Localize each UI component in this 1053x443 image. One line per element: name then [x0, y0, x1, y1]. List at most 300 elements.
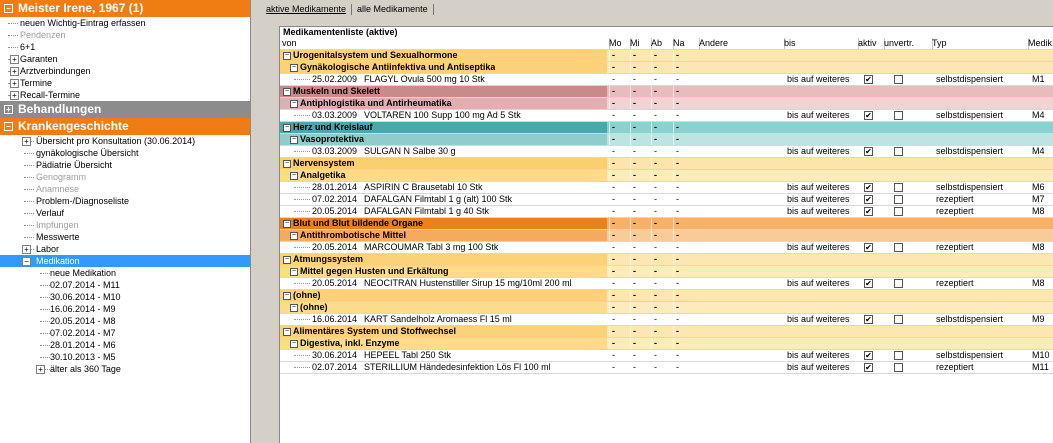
collapse-icon[interactable]: − [291, 64, 297, 71]
medication-row[interactable] [280, 278, 1053, 290]
cell-separator [673, 158, 674, 169]
dose-mo[interactable]: - [612, 278, 615, 288]
aktiv-checkbox[interactable]: ✔ [865, 351, 872, 360]
tree-item[interactable] [0, 41, 250, 53]
dash-cell: - [676, 158, 679, 168]
dose-ab[interactable]: - [654, 206, 657, 216]
tree-connector [294, 367, 310, 369]
tree-connector [294, 211, 310, 213]
medication-row[interactable] [280, 146, 1053, 158]
medication-row[interactable] [280, 206, 1053, 218]
category-row[interactable] [280, 326, 1053, 338]
tree-item[interactable] [0, 363, 250, 375]
tree-item[interactable] [0, 171, 250, 183]
tree-item-label: Genogramm [36, 172, 87, 182]
dash-cell: - [612, 266, 615, 276]
category-label: Nervensystem [293, 158, 355, 168]
tree-connector [24, 225, 34, 226]
tree-item-label: älter als 360 Tage [50, 364, 121, 374]
subcategory-row[interactable] [280, 134, 1053, 146]
cell-separator [609, 50, 610, 61]
cell-separator [609, 326, 610, 337]
med-name: KART Sandelholz Aromaess Fl 15 ml [364, 314, 512, 324]
unvertraeglich-checkbox[interactable] [894, 147, 903, 156]
tree-item[interactable] [0, 77, 250, 89]
med-date: 25.02.2009 [312, 74, 358, 84]
cell-separator [651, 98, 652, 109]
dose-mo[interactable]: - [612, 350, 615, 360]
med-id: M8 [1032, 206, 1045, 216]
category-label: Urogenitalsystem und Sexualhormone [293, 50, 458, 60]
column-header-andere[interactable]: Andere [699, 38, 785, 49]
collapse-icon[interactable]: − [284, 220, 290, 227]
collapse-icon[interactable]: − [291, 268, 297, 275]
subcategory-row[interactable] [280, 170, 1053, 182]
tree-connector [294, 115, 310, 117]
tree-item-label: gynäkologische Übersicht [36, 148, 139, 158]
dash-cell: - [612, 50, 615, 60]
aktiv-checkbox[interactable]: ✔ [865, 207, 872, 216]
category-label: Antithrombotische Mittel [300, 230, 406, 240]
tree-item[interactable] [0, 315, 250, 327]
column-header-mo[interactable]: Mo [609, 38, 631, 49]
cell-separator [651, 254, 652, 265]
collapse-icon[interactable]: − [22, 257, 31, 266]
med-until: bis auf weiteres [787, 350, 850, 360]
dose-mo[interactable]: - [612, 242, 615, 252]
behandlungen-label: Behandlungen [18, 102, 102, 116]
unvertraeglich-checkbox[interactable] [894, 363, 903, 372]
med-date: 07.02.2014 [312, 194, 358, 204]
dash-cell: - [612, 158, 615, 168]
collapse-icon[interactable]: − [284, 52, 290, 59]
tree-item-label: Anamnese [36, 184, 80, 194]
medication-row[interactable] [280, 314, 1053, 326]
unvertraeglich-checkbox[interactable] [894, 75, 903, 84]
cell-separator [673, 254, 674, 265]
cell-separator [673, 266, 674, 277]
tree-item[interactable] [0, 339, 250, 351]
dash-cell: - [654, 158, 657, 168]
collapse-icon[interactable]: − [284, 328, 290, 335]
expand-icon[interactable]: + [10, 55, 19, 64]
med-id: M4 [1032, 110, 1045, 120]
dash-cell: - [612, 230, 615, 240]
med-type: rezeptiert [936, 362, 974, 372]
cell-separator [609, 134, 610, 145]
category-label: Mittel gegen Husten und Erkältung [300, 266, 449, 276]
cell-separator [630, 134, 631, 145]
dash-cell: - [612, 86, 615, 96]
dash-cell: - [633, 50, 636, 60]
subcategory-row[interactable] [280, 302, 1053, 314]
category-label: Digestiva, inkl. Enzyme [300, 338, 400, 348]
dose-mi[interactable]: - [633, 74, 636, 84]
cell-separator [673, 290, 674, 301]
tree-connector [40, 309, 50, 310]
dose-na[interactable]: - [676, 146, 679, 156]
tree-item[interactable] [0, 135, 250, 147]
unvertraeglich-checkbox[interactable] [894, 111, 903, 120]
medication-grid [279, 26, 1053, 443]
category-row[interactable] [280, 122, 1053, 134]
tree-item[interactable] [0, 183, 250, 195]
dose-mo[interactable]: - [612, 194, 615, 204]
dash-cell: - [654, 122, 657, 132]
tree-connector [40, 333, 50, 334]
cell-separator [651, 290, 652, 301]
collapse-icon[interactable]: − [4, 4, 13, 13]
category-row[interactable] [280, 290, 1053, 302]
unvertraeglich-checkbox[interactable] [894, 351, 903, 360]
dose-mo[interactable]: - [612, 206, 615, 216]
tree-connector [294, 187, 310, 189]
med-until: bis auf weiteres [787, 182, 850, 192]
medication-row[interactable] [280, 182, 1053, 194]
med-until: bis auf weiteres [787, 110, 850, 120]
dash-cell: - [612, 62, 615, 72]
dose-ab[interactable]: - [654, 362, 657, 372]
dose-na[interactable]: - [676, 206, 679, 216]
subcategory-row[interactable] [280, 98, 1053, 110]
med-type: selbstdispensiert [936, 74, 1004, 84]
dash-cell: - [676, 218, 679, 228]
category-row[interactable] [280, 158, 1053, 170]
aktiv-checkbox[interactable]: ✔ [865, 147, 872, 156]
dash-cell: - [654, 98, 657, 108]
column-header-typ[interactable]: Typ [932, 38, 1029, 49]
dash-cell: - [676, 170, 679, 180]
dash-cell: - [654, 134, 657, 144]
collapse-icon[interactable]: − [284, 124, 290, 131]
tree-item[interactable] [0, 279, 250, 291]
tree-connector [8, 23, 18, 24]
tree-item[interactable] [0, 17, 250, 29]
category-row[interactable] [280, 254, 1053, 266]
dose-na[interactable]: - [676, 314, 679, 324]
tree-item[interactable] [0, 147, 250, 159]
column-header-von[interactable]: von [282, 38, 610, 49]
tree-item[interactable] [0, 29, 250, 41]
aktiv-checkbox[interactable]: ✔ [865, 75, 872, 84]
dose-mo[interactable]: - [612, 314, 615, 324]
dose-ab[interactable]: - [654, 146, 657, 156]
tree-connector [24, 165, 34, 166]
dash-cell: - [654, 86, 657, 96]
tree-item[interactable] [0, 267, 250, 279]
category-row[interactable] [280, 218, 1053, 230]
cell-separator [651, 134, 652, 145]
tree-item[interactable] [0, 243, 250, 255]
dash-cell: - [654, 290, 657, 300]
dose-ab[interactable]: - [654, 314, 657, 324]
tree-connector [8, 47, 18, 48]
patient-header[interactable] [0, 0, 250, 17]
dose-mi[interactable]: - [633, 110, 636, 120]
medication-row[interactable] [280, 362, 1053, 374]
tree-item[interactable] [0, 219, 250, 231]
dose-ab[interactable]: - [654, 350, 657, 360]
cell-separator [630, 218, 631, 229]
category-label: (ohne) [293, 290, 321, 300]
dose-na[interactable]: - [676, 74, 679, 84]
dash-cell: - [612, 254, 615, 264]
dash-cell: - [676, 62, 679, 72]
expand-icon[interactable]: + [10, 79, 19, 88]
collapse-icon[interactable]: − [284, 256, 290, 263]
aktiv-checkbox[interactable]: ✔ [865, 243, 872, 252]
med-date: 20.05.2014 [312, 278, 358, 288]
tree-item-label: Labor [36, 244, 60, 254]
subcategory-row[interactable] [280, 62, 1053, 74]
medication-row[interactable] [280, 350, 1053, 362]
dose-na[interactable]: - [676, 194, 679, 204]
cell-separator [673, 134, 674, 145]
med-name: HEPEEL Tabl 250 Stk [364, 350, 452, 360]
cell-separator [651, 302, 652, 313]
med-until: bis auf weiteres [787, 362, 850, 372]
tree-item-label: neuen Wichtig-Eintrag erfassen [20, 18, 146, 28]
tree-connector [294, 247, 310, 249]
dash-cell: - [633, 254, 636, 264]
cell-separator [673, 230, 674, 241]
aktiv-checkbox[interactable]: ✔ [865, 183, 872, 192]
tree-item[interactable] [0, 65, 250, 77]
dose-ab[interactable]: - [654, 182, 657, 192]
cell-separator [630, 254, 631, 265]
column-header-na[interactable]: Na [673, 38, 700, 49]
tree-connector [294, 283, 310, 285]
medication-row[interactable] [280, 194, 1053, 206]
column-header-ab[interactable]: Ab [651, 38, 674, 49]
dose-mi[interactable]: - [633, 278, 636, 288]
tree-connector [8, 35, 18, 36]
behandlungen-header[interactable] [0, 101, 250, 118]
aktiv-checkbox[interactable]: ✔ [865, 315, 872, 324]
collapse-icon[interactable]: − [4, 122, 13, 131]
dose-ab[interactable]: - [654, 194, 657, 204]
cell-separator [609, 122, 610, 133]
expand-icon[interactable]: + [10, 67, 19, 76]
collapse-icon[interactable]: − [291, 136, 297, 143]
med-name: STERILLIUM Händedesinfektion Lös Fl 100 ml [364, 362, 551, 372]
med-date: 30.06.2014 [312, 350, 358, 360]
column-header-unvertr[interactable]: unvertr. [884, 38, 933, 49]
unvertraeglich-checkbox[interactable] [894, 315, 903, 324]
dose-na[interactable]: - [676, 110, 679, 120]
subcategory-row[interactable] [280, 338, 1053, 350]
tree-connector [294, 319, 310, 321]
krankengeschichte-header[interactable] [0, 118, 250, 135]
tree-connector [40, 285, 50, 286]
dash-cell: - [633, 338, 636, 348]
cell-separator [630, 86, 631, 97]
cell-separator [673, 326, 674, 337]
cell-separator [609, 62, 610, 73]
tree-item[interactable] [0, 255, 250, 267]
dash-cell: - [676, 134, 679, 144]
dose-mo[interactable]: - [612, 182, 615, 192]
category-row[interactable] [280, 86, 1053, 98]
dose-ab[interactable]: - [654, 242, 657, 252]
dose-mo[interactable]: - [612, 74, 615, 84]
dose-ab[interactable]: - [654, 74, 657, 84]
dose-ab[interactable]: - [654, 110, 657, 120]
dose-mi[interactable]: - [633, 362, 636, 372]
dash-cell: - [676, 266, 679, 276]
tree-item-label: Recall-Termine [20, 90, 81, 100]
dose-mo[interactable]: - [612, 146, 615, 156]
tree-item[interactable] [0, 327, 250, 339]
unvertraeglich-checkbox[interactable] [894, 243, 903, 252]
dose-mi[interactable]: - [633, 194, 636, 204]
column-header-bis[interactable]: bis [784, 38, 859, 49]
aktiv-checkbox[interactable]: ✔ [865, 363, 872, 372]
dash-cell: - [654, 230, 657, 240]
med-id: M1 [1032, 74, 1045, 84]
med-id: M8 [1032, 242, 1045, 252]
dose-na[interactable]: - [676, 362, 679, 372]
dash-cell: - [633, 170, 636, 180]
dash-cell: - [654, 302, 657, 312]
category-label: Herz und Kreislauf [293, 122, 373, 132]
aktiv-checkbox[interactable]: ✔ [865, 111, 872, 120]
med-id: M9 [1032, 314, 1045, 324]
med-until: bis auf weiteres [787, 74, 850, 84]
tree-item[interactable] [0, 231, 250, 243]
expand-icon[interactable]: + [4, 105, 13, 114]
tree-item[interactable] [0, 207, 250, 219]
med-type: selbstdispensiert [936, 146, 1004, 156]
cell-separator [673, 50, 674, 61]
tree-item[interactable] [0, 303, 250, 315]
expand-icon[interactable]: + [36, 365, 45, 374]
dose-mi[interactable]: - [633, 242, 636, 252]
expand-icon[interactable]: + [10, 91, 19, 100]
unvertraeglich-checkbox[interactable] [894, 195, 903, 204]
dose-na[interactable]: - [676, 182, 679, 192]
dose-mi[interactable]: - [633, 314, 636, 324]
dash-cell: - [633, 218, 636, 228]
medication-row[interactable] [280, 74, 1053, 86]
expand-icon[interactable]: + [22, 245, 31, 254]
dash-cell: - [633, 62, 636, 72]
tree-item[interactable] [0, 89, 250, 101]
med-id: M7 [1032, 194, 1045, 204]
column-header-aktiv[interactable]: aktiv [858, 38, 885, 49]
aktiv-checkbox[interactable]: ✔ [865, 279, 872, 288]
med-id: M6 [1032, 182, 1045, 192]
medication-row[interactable] [280, 242, 1053, 254]
collapse-icon[interactable]: − [291, 232, 297, 239]
collapse-icon[interactable]: − [291, 172, 297, 179]
unvertraeglich-checkbox[interactable] [894, 207, 903, 216]
tab-aktive-medikamente[interactable]: aktive Medikamente [266, 4, 347, 14]
dose-mi[interactable]: - [633, 146, 636, 156]
dose-mi[interactable]: - [633, 182, 636, 192]
med-date: 16.06.2014 [312, 314, 358, 324]
dose-mo[interactable]: - [612, 362, 615, 372]
column-header-medik[interactable]: Medik [1028, 38, 1053, 49]
med-id: M8 [1032, 278, 1045, 288]
tree-connector [24, 153, 34, 154]
dose-na[interactable]: - [676, 242, 679, 252]
tree-item[interactable] [0, 159, 250, 171]
dash-cell: - [633, 326, 636, 336]
column-header-mi[interactable]: Mi [630, 38, 652, 49]
tree-item-label: Medikation [36, 256, 80, 266]
tree-connector [294, 79, 310, 81]
cell-separator [630, 122, 631, 133]
dose-na[interactable]: - [676, 278, 679, 288]
dash-cell: - [633, 158, 636, 168]
collapse-icon[interactable]: − [284, 292, 290, 299]
dose-mi[interactable]: - [633, 350, 636, 360]
med-type: selbstdispensiert [936, 350, 1004, 360]
category-row[interactable] [280, 50, 1053, 62]
dash-cell: - [612, 302, 615, 312]
tree-item-label: Pendenzen [20, 30, 66, 40]
tree-connector [24, 189, 34, 190]
med-until: bis auf weiteres [787, 206, 850, 216]
tree-connector [40, 297, 50, 298]
dose-mi[interactable]: - [633, 206, 636, 216]
collapse-icon[interactable]: − [284, 160, 290, 167]
collapse-icon[interactable]: − [291, 304, 297, 311]
dose-na[interactable]: - [676, 350, 679, 360]
tree-item-label: neue Medikation [50, 268, 117, 278]
dash-cell: - [633, 230, 636, 240]
tree-item-label: Übersicht pro Konsultation (30.06.2014) [36, 136, 196, 146]
dash-cell: - [676, 50, 679, 60]
expand-icon[interactable]: + [22, 137, 31, 146]
dash-cell: - [633, 290, 636, 300]
cell-separator [673, 218, 674, 229]
aktiv-checkbox[interactable]: ✔ [865, 195, 872, 204]
tab-alle-medikamente[interactable]: alle Medikamente [357, 4, 428, 14]
med-type: rezeptiert [936, 194, 974, 204]
dash-cell: - [676, 254, 679, 264]
dash-cell: - [676, 98, 679, 108]
cell-separator [651, 338, 652, 349]
list-title: Medikamentenliste (aktive) [283, 27, 398, 37]
cell-separator [673, 98, 674, 109]
subcategory-row[interactable] [280, 266, 1053, 278]
tree-item[interactable] [0, 291, 250, 303]
unvertraeglich-checkbox[interactable] [894, 279, 903, 288]
dose-ab[interactable]: - [654, 278, 657, 288]
unvertraeglich-checkbox[interactable] [894, 183, 903, 192]
med-id: M11 [1032, 362, 1049, 372]
tree-item[interactable] [0, 195, 250, 207]
tree-item[interactable] [0, 53, 250, 65]
category-label: (ohne) [300, 302, 328, 312]
tree-item[interactable] [0, 351, 250, 363]
dash-cell: - [676, 86, 679, 96]
medication-row[interactable] [280, 110, 1053, 122]
cell-separator [630, 170, 631, 181]
subcategory-row[interactable] [280, 230, 1053, 242]
collapse-icon[interactable]: − [284, 88, 290, 95]
dose-mo[interactable]: - [612, 110, 615, 120]
med-date: 28.01.2014 [312, 182, 358, 192]
collapse-icon[interactable]: − [291, 100, 297, 107]
patient-name: Meister Irene, 1967 (1) [18, 1, 144, 15]
cell-separator [651, 122, 652, 133]
tree-item-label: Problem-/Diagnoseliste [36, 196, 130, 206]
collapse-icon[interactable]: − [291, 340, 297, 347]
dash-cell: - [654, 170, 657, 180]
